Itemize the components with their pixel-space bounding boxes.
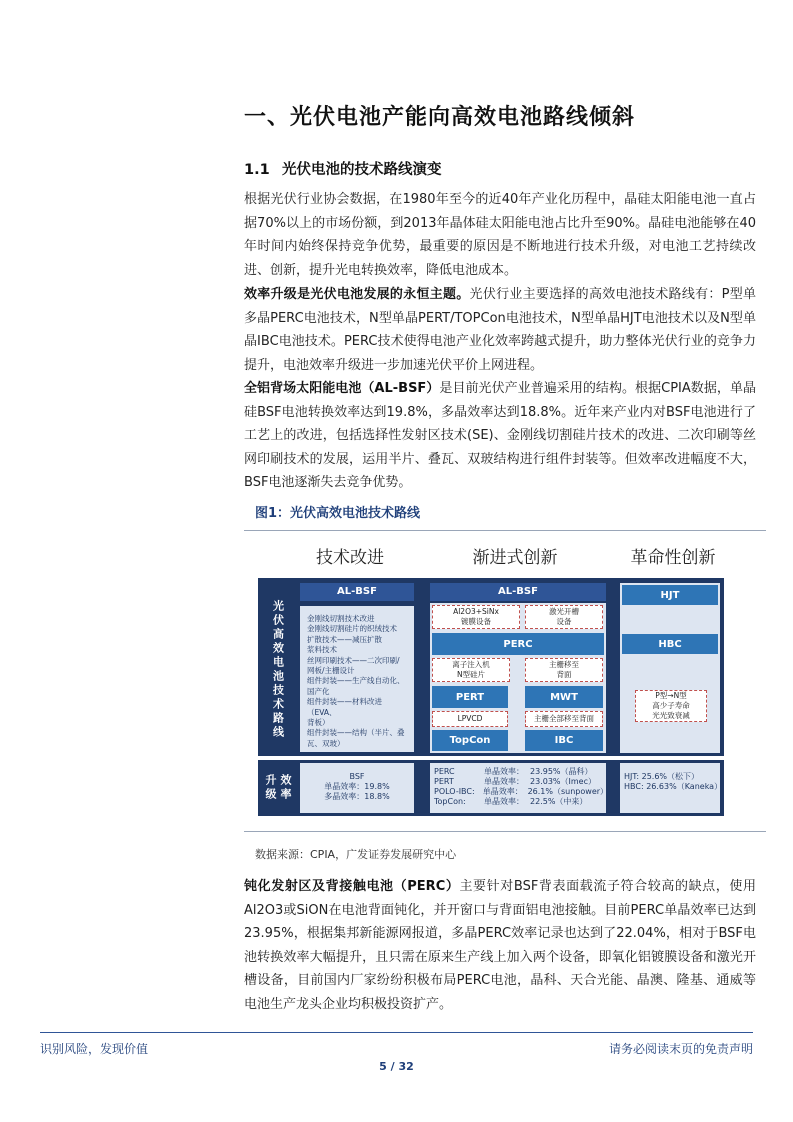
paragraph-2 xyxy=(244,283,756,377)
figure-bottom-rule xyxy=(244,831,766,832)
bsf-eff-name: BSF xyxy=(349,772,365,781)
efficiency-row xyxy=(434,787,609,797)
efficiency-cell-label: 单晶效率： xyxy=(484,767,524,776)
paragraph-1: 根据光伏行业协会数据，在1980年至今的近40年产业化历程中，晶硅太阳能电池一直占据70%以上的市场份额，到2013年晶体硅太阳能电池占比升至90%。晶硅电池能够在40年时间内始终保持竞争优势，最重要的原因是不断地进行技术升级，对电池工艺持续改进、创新，提升光电转换效率，降低电池成本。 xyxy=(244,192,756,278)
efficiency-cell-value: 26.1%（sunpower） xyxy=(527,787,609,796)
hbc-eff: HBC: 26.63%（Kaneka） xyxy=(624,782,723,791)
footer-slogan: 识别风险，发现价值 xyxy=(40,1042,149,1056)
figure-source: 数据来源：CPIA，广发证券发展研究中心 xyxy=(255,848,457,861)
ibc-box: IBC xyxy=(525,730,603,751)
perc-box: PERC xyxy=(432,633,604,655)
efficiency-row xyxy=(434,797,606,807)
efficiency-row xyxy=(434,767,606,777)
efficiency-cell-type: TopCon: xyxy=(434,797,466,806)
al-bsf-mid: AL-BSF xyxy=(430,583,606,601)
tech-item: 金刚线切割硅片的织绒技术 xyxy=(307,624,397,634)
tech-item: 网板/主栅设计 xyxy=(307,666,355,676)
subsection-heading xyxy=(244,158,442,179)
footer-rule xyxy=(40,1032,753,1033)
section-title: 一、光伏电池产能向高效电池路线倾斜 xyxy=(244,105,636,130)
topcon-box: TopCon xyxy=(432,730,508,751)
paragraph-4-body: 主要针对BSF背表面载流子符合较高的缺点，使用Al2O3或SiON在电池背面钝化，并开窗口与背面铝电池接触。目前PERC单晶效率已达到23.95%，根据集邦新能源网报道，多晶PERC效率记录也达到了22.04%，相对于BSF电池转换效率大幅提升，且只需在原来生产线上加入两个设备，即氧化铝镀膜设备和激光开槽设备，目前国内厂家纷纷积极布局PERC电池，晶科、天合光能、晶澳、隆基、通威等电池生产龙头企业均积极投资扩产。 xyxy=(244,879,756,1012)
tech-item: 扩散技术——减压扩散 xyxy=(307,634,382,644)
figure-top-rule xyxy=(244,530,766,531)
tech-item: 组件封装——材料改进（EVA、 xyxy=(307,697,382,717)
all-busbar-back: 主栅全部移至背面 xyxy=(525,711,603,727)
al2o3-equipment: Al2O3+SiNx 镀膜设备 xyxy=(432,605,520,629)
bsf-eff-mono: 单晶效率：19.8% xyxy=(324,782,390,791)
paragraph-3-lead: 全铝背场太阳能电池（AL-BSF） xyxy=(244,381,440,396)
efficiency-cell-type: POLO-IBC: xyxy=(434,787,475,796)
side-label-routes: 光伏高效电池技术路线 xyxy=(271,600,285,740)
column-header-progressive: 渐进式创新 xyxy=(472,548,558,568)
efficiency-cell-label: 单晶效率： xyxy=(484,797,524,806)
bsf-eff-multi: 多晶效率：18.8% xyxy=(324,792,390,801)
efficiency-cell-type: PERC xyxy=(434,767,455,776)
hbc-box: HBC xyxy=(622,634,718,654)
efficiency-cell-value: 23.03%（Imec） xyxy=(530,777,596,786)
tech-item: 浆料技术 xyxy=(307,645,337,655)
tech-improvements-box xyxy=(300,606,414,752)
tech-improvements-list xyxy=(300,606,414,749)
efficiency-row xyxy=(434,777,606,787)
al-bsf-left: AL-BSF xyxy=(300,583,414,601)
progressive-efficiency-list xyxy=(430,763,609,807)
paragraph-4 xyxy=(244,875,756,1017)
p-to-n-type: P型→N型 高少子寿命 光光致衰减 xyxy=(635,690,707,722)
tech-item: 金刚线切割技术改进 xyxy=(307,614,375,623)
footer-disclaimer: 请务必阅读末页的免责声明 xyxy=(608,1042,753,1056)
tech-item: 组件封装——结构（半片、叠 xyxy=(307,728,405,738)
column-header-tech: 技术改进 xyxy=(316,548,384,568)
tech-item: 瓦、双玻） xyxy=(307,738,345,748)
mwt-box: MWT xyxy=(525,686,603,708)
tech-item: 背板） xyxy=(307,718,330,728)
subsection-number: 1.1 xyxy=(244,162,270,178)
ion-implanter: 离子注入机 N型硅片 xyxy=(432,658,510,682)
hjt-eff: HJT: 25.6%（松下） xyxy=(624,772,700,781)
bsf-efficiency-box xyxy=(300,763,414,813)
tech-item: 国产化 xyxy=(307,686,330,696)
efficiency-cell-label: 单晶效率： xyxy=(482,787,523,796)
page-number: 5 / 32 xyxy=(379,1060,414,1073)
efficiency-cell-type: PERT xyxy=(434,777,454,786)
tech-item: 组件封装——生产线自动化、 xyxy=(307,676,405,686)
revolutionary-efficiency-box xyxy=(620,763,723,813)
busbar-to-back: 主栅移至 背面 xyxy=(525,658,603,682)
progressive-efficiency-box xyxy=(430,763,609,813)
revolutionary-area xyxy=(620,583,720,753)
subsection-title: 光伏电池的技术路线演变 xyxy=(282,162,442,178)
side-label-efficiency: 效率升级 xyxy=(264,774,292,802)
pert-box: PERT xyxy=(432,686,508,708)
paragraph-3-body: 是目前光伏产业普遍采用的结构。根据CPIA数据，单晶硅BSF电池转换效率达到19.8%，多晶效率达到18.8%。近年来产业内对BSF电池进行了工艺上的改进，包括选择性发射区技术(SE)、金刚线切割硅片技术的改进、二次印刷等丝网印刷技术的发展，运用半片、叠瓦、双玻结构进行组件封装等。但效率改进幅度不大，BSF电池逐渐失去竞争优势。 xyxy=(244,381,756,491)
column-header-revolutionary: 革命性创新 xyxy=(630,548,716,568)
laser-equipment: 激光开槽 设备 xyxy=(525,605,603,629)
hjt-box: HJT xyxy=(622,585,718,605)
lpvcd-equipment: LPVCD xyxy=(432,711,508,727)
efficiency-cell-value: 22.5%（中来） xyxy=(530,797,588,806)
figure-title: 图1：光伏高效电池技术路线 xyxy=(255,506,421,521)
paragraph-2-lead: 效率升级是光伏电池发展的永恒主题。 xyxy=(244,287,470,302)
paragraph-4-lead: 钝化发射区及背接触电池（PERC） xyxy=(244,879,460,894)
efficiency-cell-label: 单晶效率： xyxy=(484,777,524,786)
paragraph-3 xyxy=(244,377,756,495)
paragraph-2-body: 光伏行业主要选择的高效电池技术路线有：P型单多晶PERC电池技术，N型单晶PERT/TOPCon电池技术，N型单晶HJT电池技术以及N型单晶IBC电池技术。PERC技术使得电池产业化效率跨越式提升，助力整体光伏行业的竞争力提升，电池效率升级进一步加速光伏平价上网进程。 xyxy=(244,287,756,373)
efficiency-cell-value: 23.95%（晶科） xyxy=(530,767,593,776)
tech-item: 丝网印刷技术——二次印刷/ xyxy=(307,655,400,665)
